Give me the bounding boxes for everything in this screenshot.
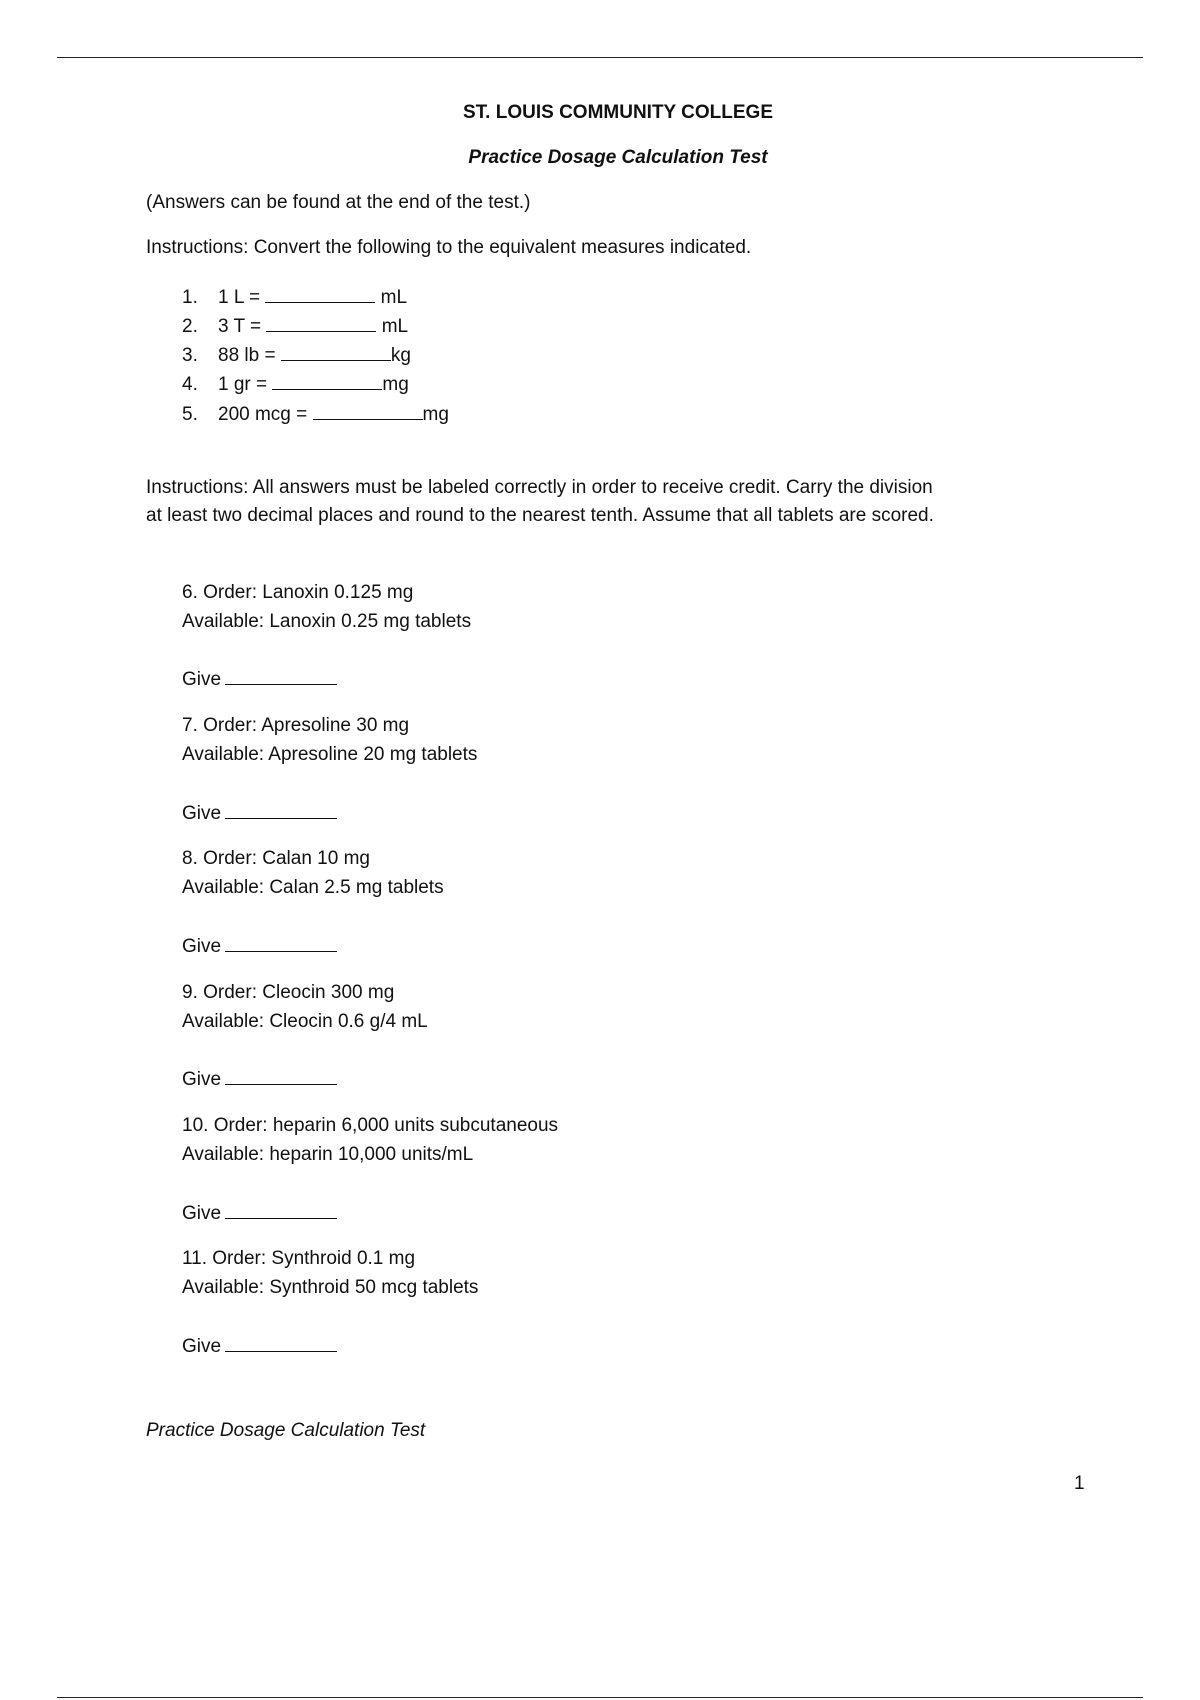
item-number: 3. [182,345,198,366]
conversion-unit: mg [382,374,409,395]
answer-blank[interactable] [225,1333,337,1352]
conversion-item-5 [182,401,449,426]
item-number: 4. [182,374,198,395]
top-rule [57,57,1143,58]
problem-9 [182,978,428,1036]
answer-blank[interactable] [225,800,337,819]
conversion-item-3 [182,342,411,367]
item-number: 2. [182,316,198,337]
bottom-rule [57,1697,1143,1698]
give-label: Give [182,1203,222,1224]
conversion-unit: mg [422,404,449,425]
problem-available: Available: heparin 10,000 units/mL [182,1144,474,1165]
problem-10 [182,1111,558,1169]
problem-order: 9. Order: Cleocin 300 mg [182,982,395,1003]
footer-title: Practice Dosage Calculation Test [146,1420,426,1441]
problem-available: Available: Calan 2.5 mg tablets [182,877,444,898]
problem-available: Available: Cleocin 0.6 g/4 mL [182,1011,428,1032]
problem-8 [182,844,444,902]
problem-7 [182,711,477,769]
conversion-unit: mL [380,287,408,308]
give-label: Give [182,669,222,690]
give-line-7 [182,800,337,825]
page-number: 1 [1074,1473,1085,1494]
conversion-instructions: Instructions: Convert the following to the equivalent measures indicated. [146,237,752,258]
problem-available: Available: Synthroid 50 mcg tablets [182,1277,479,1298]
problem-11 [182,1244,478,1302]
conversion-prefix: 3 T = [218,316,262,337]
answer-blank[interactable] [225,666,337,685]
give-label: Give [182,1069,222,1090]
conversion-prefix: 200 mcg = [218,404,308,425]
give-line-9 [182,1066,337,1091]
conversion-item-1 [182,284,407,309]
test-title: Practice Dosage Calculation Test [468,147,768,168]
problem-available: Available: Lanoxin 0.25 mg tablets [182,611,472,632]
item-number: 1. [182,287,198,308]
problem-available: Available: Apresoline 20 mg tablets [182,744,478,765]
conversion-item-2 [182,313,408,338]
calculation-instructions-line-1: Instructions: All answers must be labeled correctly in order to receive credit. Carry the division [146,477,933,498]
problem-order: 8. Order: Calan 10 mg [182,848,370,869]
give-line-11 [182,1333,337,1358]
give-line-6 [182,666,337,691]
answer-blank[interactable] [313,401,423,420]
problem-order: 6. Order: Lanoxin 0.125 mg [182,582,414,603]
give-line-10 [182,1200,337,1225]
problem-6 [182,578,471,636]
answer-blank[interactable] [281,342,391,361]
conversion-prefix: 88 lb = [218,345,276,366]
problem-order: 10. Order: heparin 6,000 units subcutaneous [182,1115,559,1136]
give-label: Give [182,1336,222,1357]
conversion-prefix: 1 L = [218,287,261,308]
give-label: Give [182,936,222,957]
answer-blank[interactable] [225,933,337,952]
item-number: 5. [182,404,198,425]
answer-blank[interactable] [266,313,376,332]
calculation-instructions-line-2: at least two decimal places and round to the nearest tenth. Assume that all tablets are scored. [146,505,934,526]
problem-order: 7. Order: Apresoline 30 mg [182,715,410,736]
answer-blank[interactable] [265,284,375,303]
answer-blank[interactable] [272,371,382,390]
give-label: Give [182,803,222,824]
conversion-unit: kg [390,345,411,366]
answer-blank[interactable] [225,1066,337,1085]
give-line-8 [182,933,337,958]
conversion-prefix: 1 gr = [218,374,268,395]
conversion-unit: mL [381,316,409,337]
problem-order: 11. Order: Synthroid 0.1 mg [182,1248,416,1269]
conversion-item-4 [182,371,409,396]
answers-note: (Answers can be found at the end of the test.) [146,192,531,213]
answer-blank[interactable] [225,1200,337,1219]
college-name: ST. LOUIS COMMUNITY COLLEGE [463,102,773,123]
